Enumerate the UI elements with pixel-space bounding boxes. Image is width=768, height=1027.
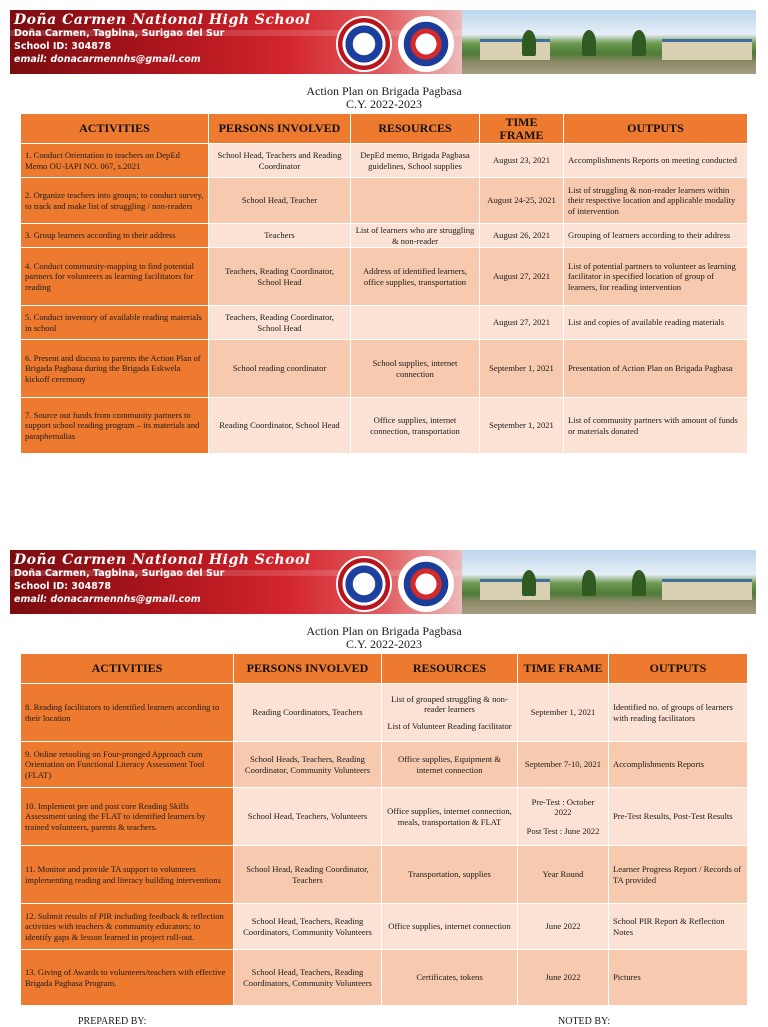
- table-row: [21, 306, 748, 340]
- persons-cell: Teachers: [209, 224, 351, 248]
- activity-cell: 5. Conduct inventory of available reading materials in school: [21, 306, 209, 340]
- time-frame-text: August 26, 2021: [492, 230, 551, 241]
- outputs-cell: Accomplishments Reports on meeting conducted: [564, 144, 748, 178]
- school-name: Doña Carmen National High School: [14, 552, 311, 568]
- outputs-cell: School PIR Report & Reflection Notes: [609, 904, 748, 950]
- school-photo: [462, 10, 756, 74]
- school-photo: [462, 550, 756, 614]
- time-frame-text: August 24-25, 2021: [487, 195, 556, 206]
- activity-cell: 9. Online retooling on Four-pronged Approach cum Orientation on Functional Literacy Assessment Tool (FLAT): [21, 742, 234, 788]
- resources-cell: List of learners who are struggling & non-reader: [351, 224, 480, 248]
- action-plan-table-1: [20, 113, 748, 454]
- activity-cell: 6. Present and discuss to parents the Action Plan of Brigada Pagbasa during the Brigada Eskwela kickoff ceremony: [21, 340, 209, 398]
- resource-item: List of grouped struggling & non-reader learners: [391, 693, 508, 715]
- table-row: [21, 144, 748, 178]
- time-frame-text: September 1, 2021: [489, 420, 554, 431]
- time-frame-text: August 23, 2021: [492, 155, 551, 166]
- outputs-cell: List of struggling & non-reader learners within their respective location and applicable modality of intervention: [564, 178, 748, 224]
- time-frame-cell: [480, 306, 564, 340]
- time-frame-cell: [480, 144, 564, 178]
- deped-seal-icon: [398, 16, 454, 72]
- outputs-cell: Pictures: [609, 950, 748, 1006]
- resources-cell: [351, 306, 480, 340]
- resources-cell: [382, 684, 518, 742]
- document-title: Action Plan on Brigada Pagbasa: [306, 624, 462, 638]
- col-header-persons: PERSONS INVOLVED: [209, 114, 351, 144]
- activity-cell: 1. Conduct Orientation to teachers on DepEd Memo OU-IAPI NO. 067, s.2021: [21, 144, 209, 178]
- resource-item: List of Volunteer Reading facilitator: [387, 720, 512, 731]
- school-year: C.Y. 2022-2023: [345, 637, 423, 651]
- col-header-outputs: OUTPUTS: [564, 114, 748, 144]
- activity-cell: 2. Organize teachers into groups; to conduct survey, to track and make list of struggling / non-readers: [21, 178, 209, 224]
- table-row: [21, 904, 748, 950]
- outputs-cell: List and copies of available reading materials: [564, 306, 748, 340]
- persons-cell: School Head, Teachers and Reading Coordinator: [209, 144, 351, 178]
- school-email: email: donacarmennhs@gmail.com: [14, 54, 201, 65]
- table-row: [21, 846, 748, 904]
- activity-cell: 13. Giving of Awards to volunteers/teachers with effective Brigada Pagbasa Program.: [21, 950, 234, 1006]
- outputs-cell: List of community partners with amount of funds or materials donated: [564, 398, 748, 454]
- col-header-resources: RESOURCES: [351, 114, 480, 144]
- persons-cell: School Head, Teachers, Reading Coordinators, Community Volunteers: [234, 950, 382, 1006]
- time-frame-text: August 27, 2021: [492, 271, 551, 282]
- school-id: School ID: 304878: [14, 581, 112, 592]
- resources-cell: School supplies, internet connection: [351, 340, 480, 398]
- activity-cell: 11. Monitor and provide TA support to volunteers implementing reading and literacy building interventions: [21, 846, 234, 904]
- time-frame-cell: [480, 340, 564, 398]
- document-title-block: [0, 625, 768, 651]
- time-frame-cell: [518, 950, 609, 1006]
- outputs-cell: Learner Progress Report / Records of TA provided: [609, 846, 748, 904]
- time-frame-cell: [480, 224, 564, 248]
- time-frame-cell: [480, 248, 564, 306]
- col-header-resources: RESOURCES: [382, 654, 518, 684]
- school-header-banner: [10, 10, 474, 74]
- resources-cell: Office supplies, Equipment & internet connection: [382, 742, 518, 788]
- activity-cell: 7. Source out funds from community partners to support school reading program – its materials and paraphernalias: [21, 398, 209, 454]
- persons-cell: School Head, Teacher: [209, 178, 351, 224]
- table-row: [21, 950, 748, 1006]
- outputs-cell: Accomplishments Reports: [609, 742, 748, 788]
- persons-cell: School reading coordinator: [209, 340, 351, 398]
- time-frame-cell: [518, 742, 609, 788]
- table-row: [21, 248, 748, 306]
- col-header-time-frame: TIME FRAME: [480, 114, 564, 144]
- document-title: Action Plan on Brigada Pagbasa: [306, 84, 462, 98]
- time-frame-cell: [518, 788, 609, 846]
- action-plan-table-2: [20, 653, 748, 1006]
- outputs-cell: Pre-Test Results, Post-Test Results: [609, 788, 748, 846]
- activity-cell: 12. Submit results of PIR including feedback & reflection activities with teachers & community educators; to identify gaps & lesson learned in project roll-out.: [21, 904, 234, 950]
- time-frame-text: Pre-Test : October 2022: [531, 796, 595, 818]
- school-seal-icon: [336, 16, 392, 72]
- school-header-banner: [10, 550, 474, 614]
- activity-cell: 10. Implement pre and post core Reading Skills Assessment using the FLAT to identified learners by trained volunteers, parents & teachers.: [21, 788, 234, 846]
- col-header-activities: ACTIVITIES: [21, 654, 234, 684]
- time-frame-text: June 2022: [545, 921, 581, 932]
- resources-cell: Office supplies, internet connection, meals, transportation & FLAT: [382, 788, 518, 846]
- resources-cell: Office supplies, internet connection, transportation: [351, 398, 480, 454]
- time-frame-text: September 7-10, 2021: [524, 759, 602, 770]
- activity-cell: 4. Conduct community-mapping to find potential partners for volunteers as learning facilitators for reading: [21, 248, 209, 306]
- outputs-cell: Grouping of learners according to their address: [564, 224, 748, 248]
- persons-cell: Reading Coordinator, School Head: [209, 398, 351, 454]
- table-row: [21, 742, 748, 788]
- persons-cell: School Head, Reading Coordinator, Teachers: [234, 846, 382, 904]
- resources-cell: Certificates, tokens: [382, 950, 518, 1006]
- persons-cell: Teachers, Reading Coordinator, School Head: [209, 248, 351, 306]
- school-id: School ID: 304878: [14, 41, 112, 52]
- activity-cell: 8. Reading facilitators to identified learners according to their location: [21, 684, 234, 742]
- time-frame-text: Post Test : June 2022: [526, 825, 600, 836]
- col-header-outputs: OUTPUTS: [609, 654, 748, 684]
- school-email: email: donacarmennhs@gmail.com: [14, 594, 201, 605]
- persons-cell: Reading Coordinators, Teachers: [234, 684, 382, 742]
- persons-cell: School Head, Teachers, Reading Coordinators, Community Volunteers: [234, 904, 382, 950]
- outputs-cell: List of potential partners to volunteer as learning facilitator in specified location of group of learners, for reading intervention: [564, 248, 748, 306]
- resources-cell: Address of identified learners, office supplies, transportation: [351, 248, 480, 306]
- persons-cell: School Heads, Teachers, Reading Coordinator, Community Volunteers: [234, 742, 382, 788]
- prepared-by-label: PREPARED BY:: [78, 1016, 147, 1027]
- col-header-persons: PERSONS INVOLVED: [234, 654, 382, 684]
- col-header-activities: ACTIVITIES: [21, 114, 209, 144]
- col-header-time-frame: TIME FRAME: [518, 654, 609, 684]
- school-name: Doña Carmen National High School: [14, 12, 311, 28]
- time-frame-cell: [518, 846, 609, 904]
- resources-cell: Office supplies, internet connection: [382, 904, 518, 950]
- persons-cell: Teachers, Reading Coordinator, School Head: [209, 306, 351, 340]
- school-address: Doña Carmen, Tagbina, Surigao del Sur: [14, 28, 225, 39]
- noted-by-label: NOTED BY:: [558, 1016, 611, 1027]
- time-frame-text: Year Round: [542, 869, 584, 880]
- time-frame-text: September 1, 2021: [530, 707, 596, 718]
- school-year: C.Y. 2022-2023: [345, 97, 423, 111]
- time-frame-cell: [518, 904, 609, 950]
- outputs-cell: Presentation of Action Plan on Brigada Pagbasa: [564, 340, 748, 398]
- time-frame-cell: [480, 398, 564, 454]
- time-frame-cell: [480, 178, 564, 224]
- resources-cell: [351, 178, 480, 224]
- resources-cell: DepEd memo, Brigada Pagbasa guidelines, School supplies: [351, 144, 480, 178]
- table-row: [21, 224, 748, 248]
- time-frame-cell: [518, 684, 609, 742]
- table-row: [21, 178, 748, 224]
- table-row: [21, 684, 748, 742]
- activity-cell: 3. Group learners according to their address: [21, 224, 209, 248]
- table-row: [21, 788, 748, 846]
- time-frame-text: June 2022: [545, 972, 581, 983]
- table-row: [21, 340, 748, 398]
- time-frame-text: September 1, 2021: [489, 363, 554, 374]
- table-row: [21, 398, 748, 454]
- school-seal-icon: [336, 556, 392, 612]
- deped-seal-icon: [398, 556, 454, 612]
- outputs-cell: Identified no. of groups of learners with reading facilitators: [609, 684, 748, 742]
- resources-cell: Transportation, supplies: [382, 846, 518, 904]
- persons-cell: School Head, Teachers, Volunteers: [234, 788, 382, 846]
- school-address: Doña Carmen, Tagbina, Surigao del Sur: [14, 568, 225, 579]
- document-title-block: [0, 85, 768, 111]
- time-frame-text: August 27, 2021: [492, 317, 551, 328]
